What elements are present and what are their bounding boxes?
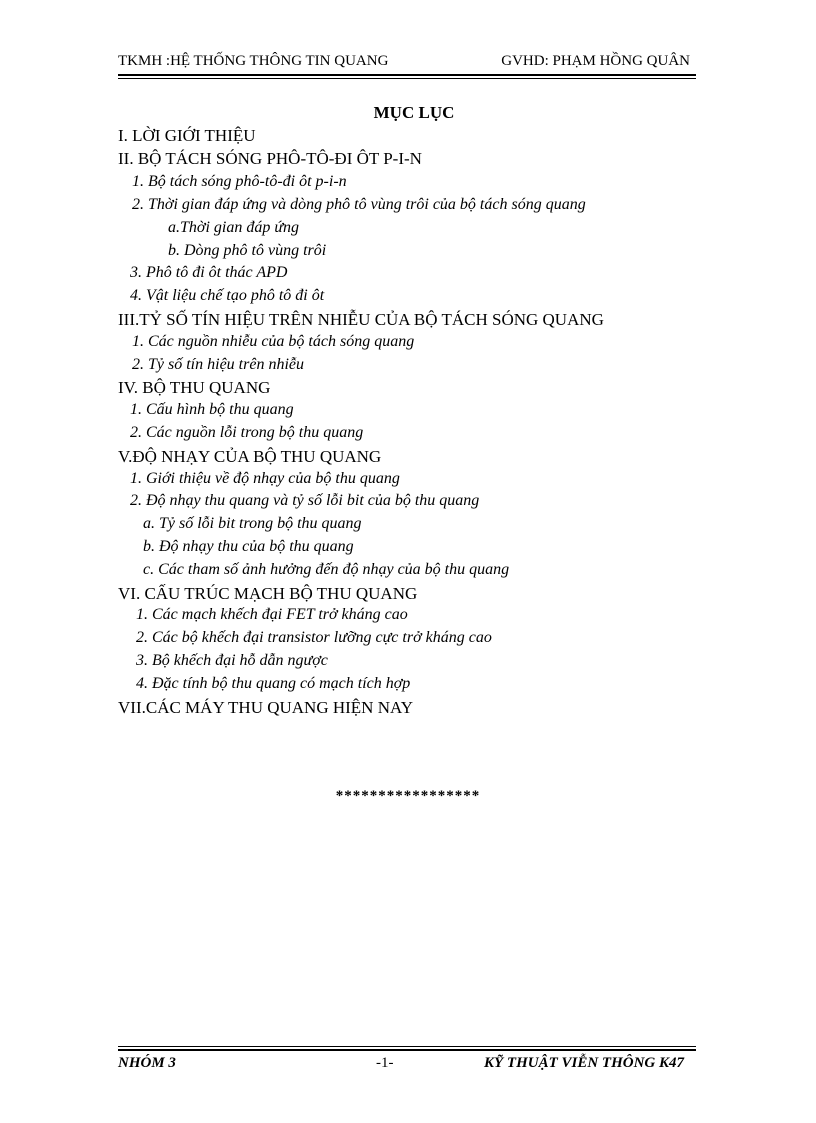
header-rule-thin (118, 78, 696, 79)
page-title: MỤC LỤC (373, 103, 455, 122)
toc-item[interactable]: IV. BỘ THU QUANG (118, 378, 271, 397)
separator-stars: ***************** (335, 788, 481, 804)
toc-item[interactable]: 3. Phô tô đi ôt thác APD (130, 264, 288, 281)
toc-item[interactable]: 3. Bộ khếch đại hỗ dẫn ngược (136, 652, 328, 669)
toc-item[interactable]: a. Tỷ số lỗi bit trong bộ thu quang (143, 515, 362, 532)
toc-item[interactable]: 2. Độ nhạy thu quang và tỷ số lỗi bit của bộ thu quang (130, 492, 480, 509)
toc-item[interactable]: 2. Thời gian đáp ứng và dòng phô tô vùng trôi của bộ tách sóng quang (132, 196, 586, 213)
toc-item[interactable]: 1. Các mạch khếch đại FET trở kháng cao (136, 606, 408, 623)
header-course-title: TKMH :HỆ THỐNG THÔNG TIN QUANG (118, 53, 389, 69)
toc-item[interactable]: b. Dòng phô tô vùng trôi (168, 242, 327, 259)
toc-item[interactable]: VII.CÁC MÁY THU QUANG HIỆN NAY (118, 698, 413, 717)
toc-item[interactable]: c. Các tham số ảnh hưởng đến độ nhạy của bộ thu quang (143, 561, 510, 578)
header-rule (118, 74, 696, 76)
toc-item[interactable]: 1. Cấu hình bộ thu quang (130, 401, 294, 418)
toc-item[interactable]: 1. Bộ tách sóng phô-tô-đi ôt p-i-n (132, 173, 347, 190)
toc-item[interactable]: 2. Tỷ số tín hiệu trên nhiễu (132, 356, 304, 373)
toc-item[interactable]: VI. CẤU TRÚC MẠCH BỘ THU QUANG (118, 584, 418, 603)
toc-item[interactable]: V.ĐỘ NHẠY CỦA BỘ THU QUANG (118, 447, 382, 466)
footer-page-number: -1- (376, 1055, 394, 1071)
footer-rule (118, 1049, 696, 1051)
footer-group: NHÓM 3 (118, 1055, 176, 1071)
toc-item[interactable]: 2. Các bộ khếch đại transistor lưỡng cực trở kháng cao (136, 629, 492, 646)
footer-department: KỸ THUẬT VIỄN THÔNG K47 (483, 1055, 684, 1071)
toc-item[interactable]: 4. Đặc tính bộ thu quang có mạch tích hợp (136, 675, 411, 692)
footer-rule-thin (118, 1046, 696, 1047)
toc-item[interactable]: a.Thời gian đáp ứng (168, 219, 300, 236)
header-instructor: GVHD: PHẠM HỒNG QUÂN (501, 53, 690, 69)
page-header (118, 50, 692, 72)
toc-item[interactable]: 2. Các nguồn lỗi trong bộ thu quang (130, 424, 364, 441)
toc-item[interactable]: I. LỜI GIỚI THIỆU (118, 126, 256, 145)
toc-item[interactable]: b. Độ nhạy thu của bộ thu quang (143, 538, 354, 555)
toc-item[interactable]: 1. Các nguồn nhiễu của bộ tách sóng quang (132, 333, 415, 350)
toc-item[interactable]: III.TỶ SỐ TÍN HIỆU TRÊN NHIỄU CỦA BỘ TÁCH SÓNG QUANG (118, 310, 604, 329)
toc-item[interactable]: II. BỘ TÁCH SÓNG PHÔ-TÔ-ĐI ÔT P-I-N (118, 149, 422, 168)
toc-item[interactable]: 1. Giới thiệu về độ nhạy của bộ thu quang (130, 470, 400, 487)
toc-item[interactable]: 4. Vật liệu chế tạo phô tô đi ôt (130, 287, 325, 304)
